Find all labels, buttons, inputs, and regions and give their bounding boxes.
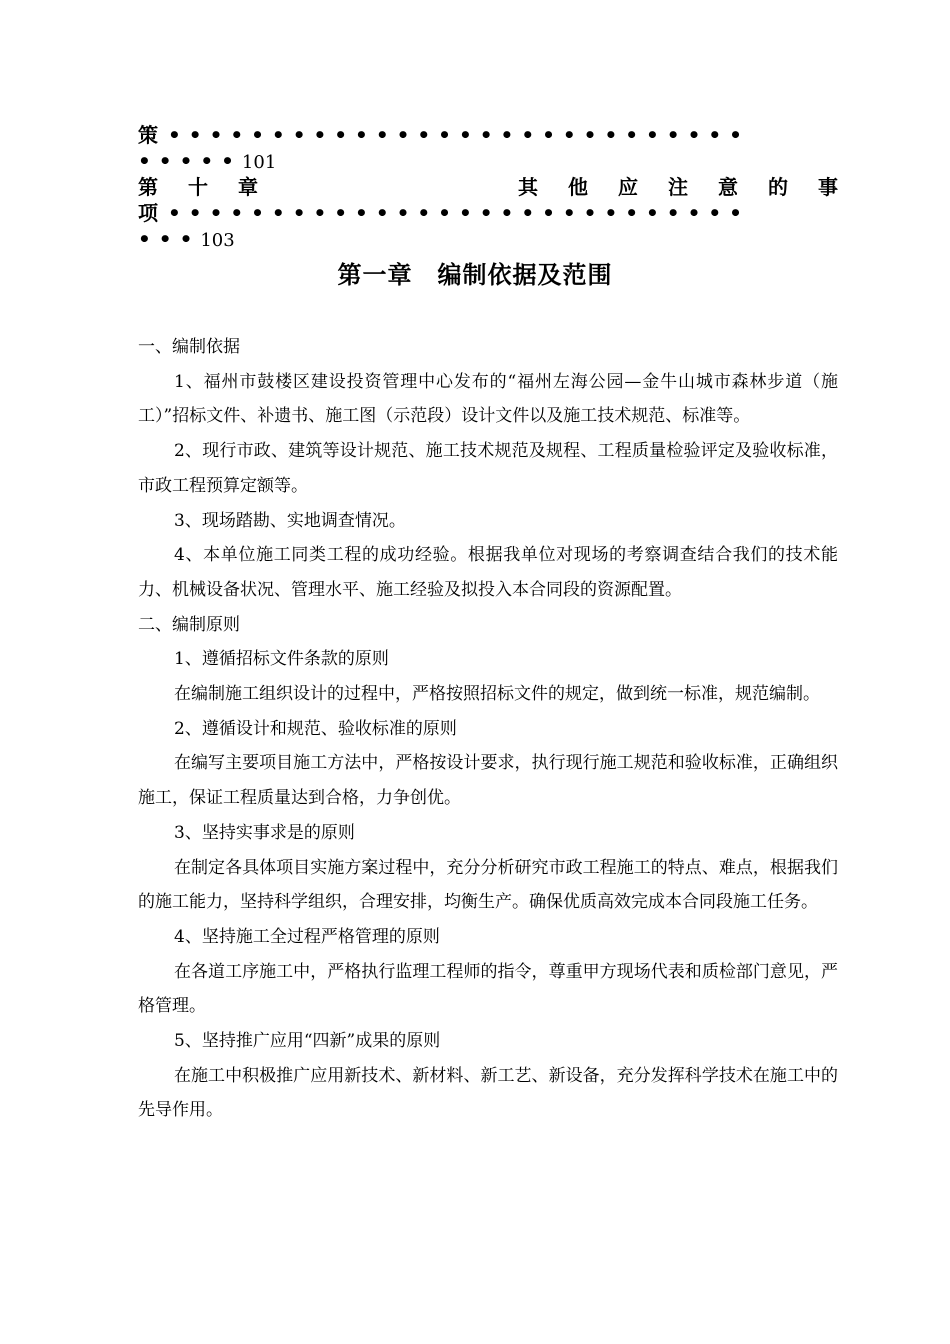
toc-entry-2-char: 事 [818, 175, 838, 199]
paragraph: 2、现行市政、建筑等设计规范、施工技术规范及规程、工程质量检验评定及验收标准，市政工程预算定额等。 [138, 441, 838, 496]
toc-entry-2-line-2 [138, 200, 838, 226]
toc-entry-2-last-char: 项 [138, 201, 158, 225]
subsection-heading: 2、遵循设计和规范、验收标准的原则 [174, 718, 457, 739]
toc-spacer [288, 174, 348, 200]
toc-leader-dots: •••••••••••••••••••••••••••• [168, 201, 750, 225]
toc-leader-dots: •••••••••••••••••••••••••••• [168, 123, 750, 147]
paragraph: 在施工中积极推广应用新技术、新材料、新工艺、新设备，充分发挥科学技术在施工中的先导作用。 [138, 1065, 838, 1121]
toc-leader-dots: ••• [138, 227, 201, 251]
subsection-heading: 5、坚持推广应用“四新”成果的原则 [174, 1031, 441, 1052]
toc-entry-2-char: 第 [138, 175, 158, 199]
toc-entry-1-title: 策 [138, 123, 158, 147]
paragraph: 在编写主要项目施工方法中，严格按设计要求，执行现行施工规范和验收标准，正确组织施工，保证工程质量达到合格，力争创优。 [138, 753, 838, 809]
toc-entry-2-char: 章 [238, 175, 258, 199]
section-heading: 二、编制原则 [138, 614, 240, 635]
toc-entry-2-line-3 [138, 226, 838, 252]
toc-entry-2-page: 103 [200, 230, 235, 251]
document-body [138, 330, 838, 1128]
chapter-title: 第一章 编制依据及范围 [337, 260, 613, 289]
toc-entry-2-char: 注 [668, 175, 688, 199]
paragraph: 在制定各具体项目实施方案过程中，充分分析研究市政工程施工的特点、难点，根据我们的施工能力，坚持科学组织，合理安排，均衡生产。确保优质高效完成本合同段施工任务。 [138, 857, 838, 913]
toc-entry-1-page: 101 [241, 152, 277, 173]
toc-fragment [138, 122, 838, 252]
subsection-heading: 3、坚持实事求是的原则 [174, 822, 355, 843]
toc-entry-2-char: 应 [618, 175, 638, 199]
paragraph: 1、福州市鼓楼区建设投资管理中心发布的“福州左海公园—金牛山城市森林步道（施工）”招标文件、补遗书、施工图（示范段）设计文件以及施工技术规范、标准等。 [138, 371, 838, 427]
paragraph: 3、现场踏勘、实地调查情况。 [174, 510, 406, 531]
toc-entry-1-line-2 [138, 148, 838, 174]
toc-entry-2-char: 他 [568, 175, 588, 199]
toc-entry-2-line-1 [138, 174, 838, 200]
toc-spacer [378, 174, 438, 200]
section-heading: 一、编制依据 [138, 337, 240, 357]
subsection-heading: 4、坚持施工全过程严格管理的原则 [174, 926, 440, 947]
subsection-heading: 1、遵循招标文件条款的原则 [174, 649, 389, 670]
toc-entry-2-char: 的 [768, 175, 788, 199]
toc-entry-2-char: 其 [518, 175, 538, 199]
toc-leader-dots: ••••• [138, 149, 242, 173]
toc-entry-2-char: 十 [188, 175, 208, 199]
paragraph: 4、本单位施工同类工程的成功经验。根据我单位对现场的考察调查结合我们的技术能力、机械设备状况、管理水平、施工经验及拟投入本合同段的资源配置。 [138, 545, 838, 600]
paragraph: 在编制施工组织设计的过程中，严格按照招标文件的规定，做到统一标准，规范编制。 [174, 684, 820, 705]
paragraph: 在各道工序施工中，严格执行监理工程师的指令，尊重甲方现场代表和质检部门意见，严格管理。 [138, 961, 838, 1017]
toc-spacer [468, 174, 488, 200]
toc-entry-1-line-1 [138, 122, 838, 148]
toc-entry-2-char: 意 [718, 175, 738, 199]
